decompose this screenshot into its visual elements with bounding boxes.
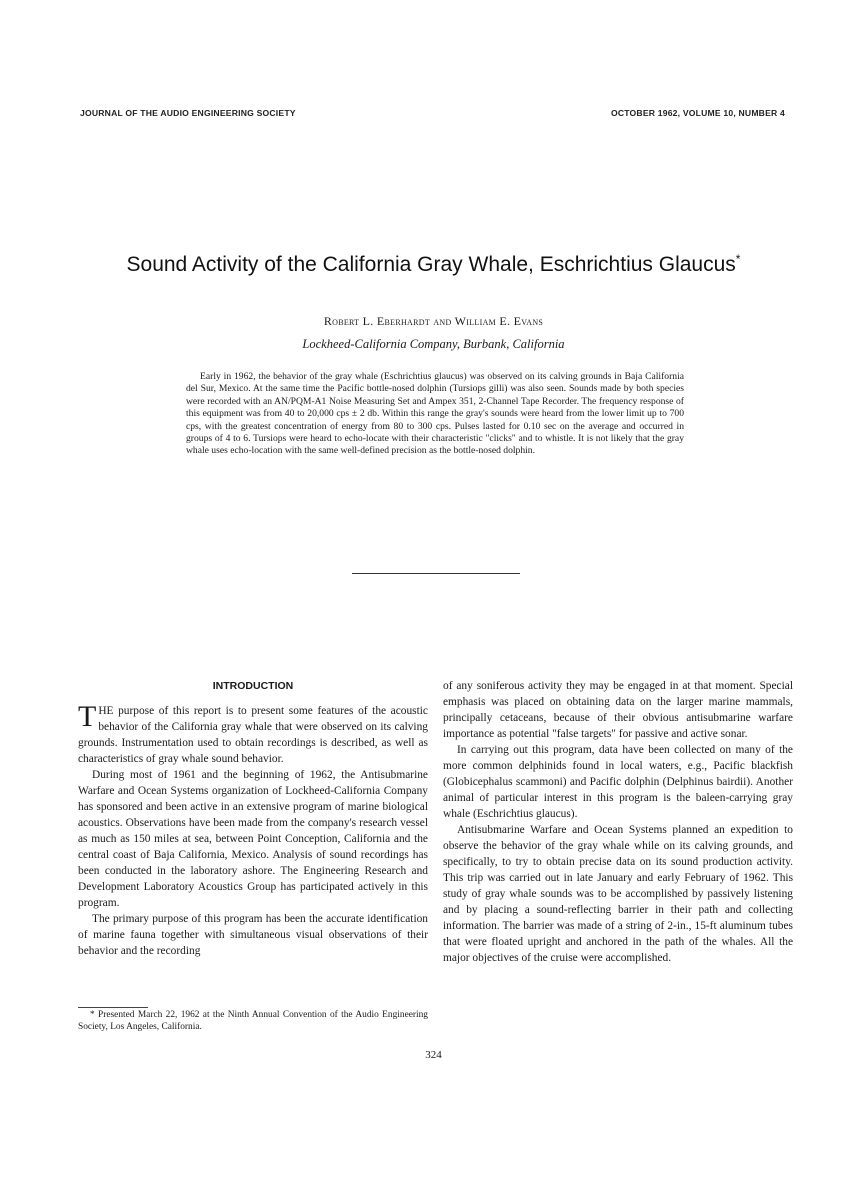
drop-cap: T xyxy=(78,700,97,733)
paragraph xyxy=(78,700,428,767)
paragraph: Antisubmarine Warfare and Ocean Systems planned an expedition to observe the behavior of the gray whale while on its calving grounds, and specifically, to try to obtain precise data on its sound production activity. This trip was carried out in late January and early February of 1962. This study of gray whale sounds was to be accomplished by passively listening and by placing a sound-reflecting barrier in their path and collecting information. The barrier was made of a string of 2-in., 15-ft aluminum tubes that were floated upright and anchored in the path of the whales. All the major objectives of the cruise were accomplished. xyxy=(443,824,793,964)
paragraph: of any soniferous activity they may be engaged in at that moment. Special emphasis was placed on obtaining data on the larger marine mammals, principally cetaceans, because of their obvious antisubmarine warfare importance as potential "false targets" for passive and active sonar. xyxy=(443,680,793,740)
affiliation: Lockheed-California Company, Burbank, California xyxy=(302,337,565,351)
page-number: 324 xyxy=(425,1049,442,1061)
title-text: Sound Activity of the California Gray Whale, Eschrichtius Glaucus xyxy=(126,253,736,276)
footnote-rule xyxy=(78,1007,148,1008)
paragraph-text: HE purpose of this report is to present some features of the acoustic behavior of the California gray whale that were observed on its calving grounds. Instrumentation used to obtain recordings is described, as well as characteristics of gray whale sound behavior. xyxy=(78,705,428,765)
abstract: Early in 1962, the behavior of the gray whale (Eschrichtius glaucus) was observed on its calving grounds in Baja California del Sur, Mexico. At the same time the Pacific bottle-nosed dolphin (Tursiops gilli) was also seen. Sounds made by both species were recorded with an AN/PQM-A1 Noise Measuring Set and Ampex 351, 2-Channel Tape Recorder. The frequency response of this equipment was from 40 to 20,000 cps ± 2 db. Within this range the gray's sounds were heard from the lower limit up to 700 cps, with the greatest concentration of energy from 80 to 300 cps. Pulses lasted for 0.10 sec on the average and occurred in groups of 4 to 6. Tursiops were heard to echo-locate with their characteristic "clicks" and to whistle. It is not likely that the gray whale uses echo-location with the same well-defined precision as the bottle-nosed dolphin. xyxy=(186,371,684,457)
paragraph: During most of 1961 and the beginning of 1962, the Antisubmarine Warfare and Ocean Systems organization of Lockheed-California Company has sponsored and been active in an extensive program of marine biological acoustics. Observations have been made from the company's research vessel as much as 150 miles at sea, between Point Conception, California and the central coast of Baja California, Mexico. Analysis of sound recordings has been conducted in the laboratory ashore. The Engineering Research and Development Laboratory Acoustics Group has participated actively in this program. xyxy=(78,769,428,909)
section-divider xyxy=(352,573,520,574)
footnote: * Presented March 22, 1962 at the Ninth Annual Convention of the Audio Engineering Society, Los Angeles, California. xyxy=(78,1010,428,1032)
right-column xyxy=(443,678,793,966)
authors: Robert L. Eberhardt and William E. Evans xyxy=(323,314,544,328)
issue-info: OCTOBER 1962, VOLUME 10, NUMBER 4 xyxy=(610,108,785,118)
left-column xyxy=(78,678,428,959)
journal-name: JOURNAL OF THE AUDIO ENGINEERING SOCIETY xyxy=(80,108,296,118)
paragraph: In carrying out this program, data have been collected on many of the more common delphinids found in local waters, e.g., Pacific blackfish (Globicephalus scammoni) and Pacific dolphin (Delphinus bairdii). Another animal of particular interest in this program is the baleen-carrying gray whale (Eschrichtius glaucus). xyxy=(443,744,793,820)
article-title xyxy=(0,252,867,277)
section-heading: INTRODUCTION xyxy=(212,680,294,692)
paragraph: The primary purpose of this program has been the accurate identification of marine fauna together with simultaneous visual observations of their behavior and the recording xyxy=(78,913,428,957)
title-footnote-mark: * xyxy=(735,252,741,266)
